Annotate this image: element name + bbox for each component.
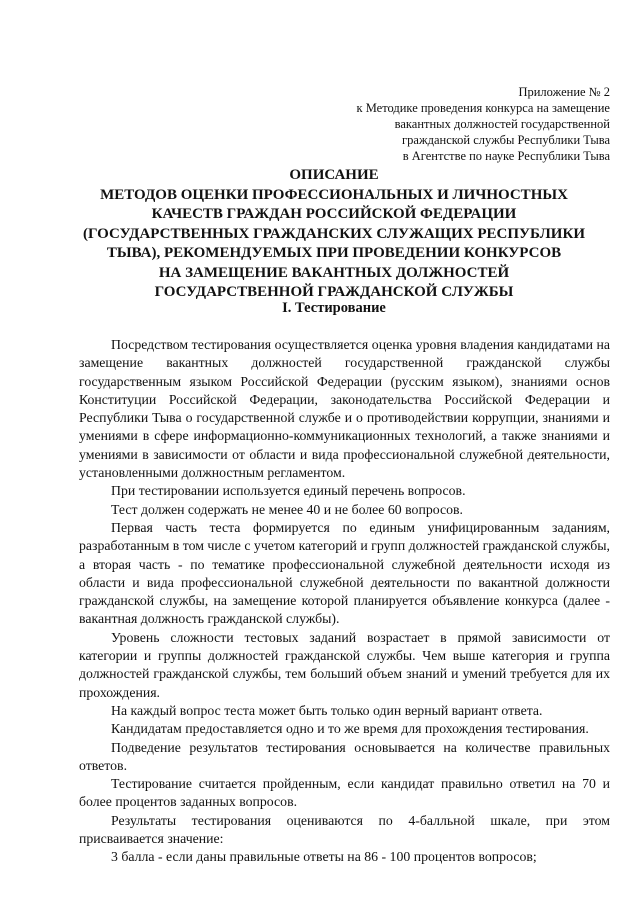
paragraph: Посредством тестирования осуществляется оценка уровня владения кандидатами на замещение вакантных должностей государственной гражданской службы государственным языком Российской Федерации (русским языком), знаниями основ Конституции Российской Федерации, законодательства Российской Федерации и Республики Тыва о государственной службе и о противодействии коррупции, знаниями и умениями в сфере информационно-коммуникационных технологий, а также знаниями и умениями в зависимости от области и вида профессиональной служебной деятельности, установленными должностным регламентом. <box>79 337 610 481</box>
paragraph: Уровень сложности тестовых заданий возрастает в прямой зависимости от категории и группы должностей гражданской службы. Чем выше категория и группа должностей гражданской службы, тем больший объем знаний и умений требуется для их прохождения. <box>79 629 610 700</box>
appendix-line: гражданской службы Республики Тыва <box>402 133 610 147</box>
document-body <box>79 336 610 867</box>
paragraph: Тест должен содержать не менее 40 и не более 60 вопросов. <box>111 501 463 517</box>
title-line: МЕТОДОВ ОЦЕНКИ ПРОФЕССИОНАЛЬНЫХ И ЛИЧНОСТНЫХ <box>100 186 568 203</box>
appendix-line: в Агентстве по науке Республики Тыва <box>402 149 610 163</box>
paragraph: 3 балла - если даны правильные ответы на 86 - 100 процентов вопросов; <box>111 849 537 865</box>
appendix-line: к Методике проведения конкурса на замещение <box>356 101 610 115</box>
paragraph: Подведение результатов тестирования основывается на количестве правильных ответов. <box>79 739 610 773</box>
title-line: ТЫВА), РЕКОМЕНДУЕМЫХ ПРИ ПРОВЕДЕНИИ КОНКУРСОВ <box>106 245 562 261</box>
appendix-line: Приложение № 2 <box>518 85 610 99</box>
paragraph: Тестирование считается пройденным, если кандидат правильно ответил на 70 и более процентов заданных вопросов. <box>79 776 610 810</box>
title-line: КАЧЕСТВ ГРАЖДАН РОССИЙСКОЙ ФЕДЕРАЦИИ <box>151 206 517 222</box>
title-line: ОПИСАНИЕ <box>289 167 379 183</box>
paragraph: Первая часть теста формируется по единым унифицированным заданиям, разработанным в том числе с учетом категорий и групп должностей гражданской службы, а вторая часть - по тематике профессиональной служебной деятельности исходя из области и вида профессиональной служебной деятельности по вакантной должности гражданской службы, на замещение которой планируется объявление конкурса (далее - вакантная должность гражданской службы). <box>79 519 610 627</box>
paragraph: Результаты тестирования оцениваются по 4-балльной шкале, при этом присваивается значение: <box>79 812 610 847</box>
title-line: (ГОСУДАРСТВЕННЫХ ГРАЖДАНСКИХ СЛУЖАЩИХ РЕСПУБЛИКИ <box>82 225 585 242</box>
document-title <box>60 166 608 303</box>
paragraph: Кандидатам предоставляется одно и то же время для прохождения тестирования. <box>111 721 589 737</box>
appendix-line: вакантных должностей государственной <box>394 117 610 131</box>
title-line: ГОСУДАРСТВЕННОЙ ГРАЖДАНСКОЙ СЛУЖБЫ <box>154 284 514 300</box>
section-heading: I. Тестирование <box>282 300 386 316</box>
paragraph: На каждый вопрос теста может быть только один верный вариант ответа. <box>111 702 543 718</box>
title-line: НА ЗАМЕЩЕНИЕ ВАКАНТНЫХ ДОЛЖНОСТЕЙ <box>158 264 510 281</box>
paragraph: При тестировании используется единый перечень вопросов. <box>111 483 466 499</box>
appendix-note <box>290 84 610 164</box>
